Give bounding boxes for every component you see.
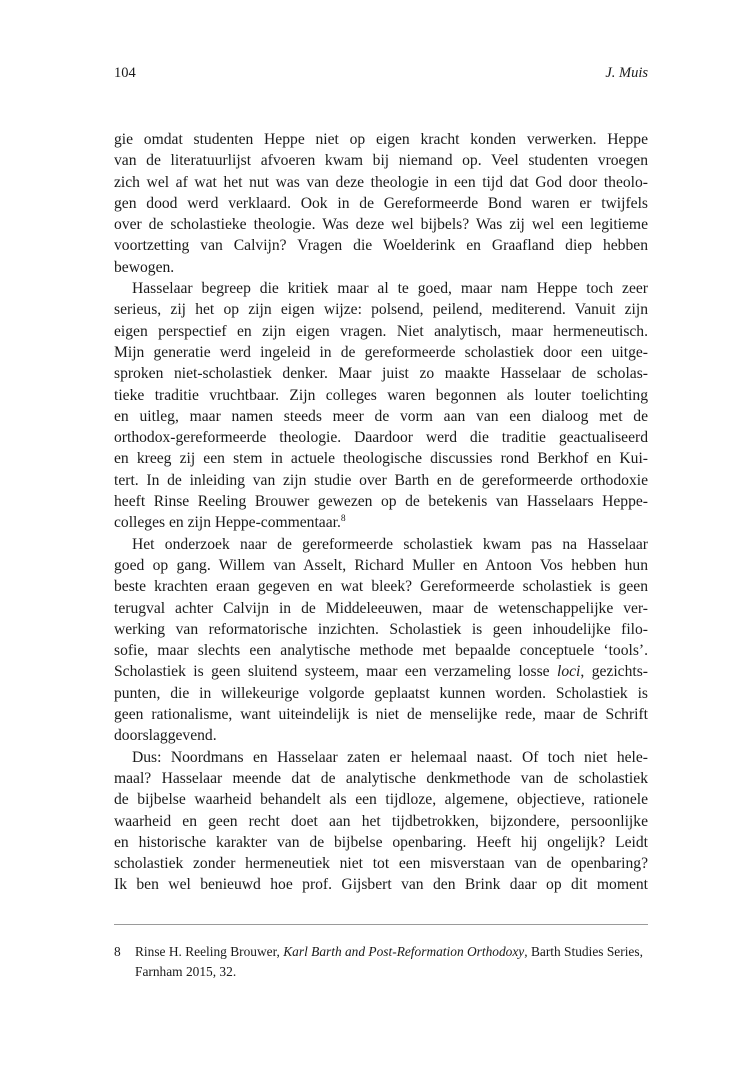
text-line: zich wel af wat het nut was van deze theologie in een tijd dat God door theolo- [114,173,648,191]
footnote-title: Karl Barth and Post-Reformation Orthodoxy [283,944,525,959]
text-line: gie omdat studenten Heppe niet op eigen kracht konden verwerken. Heppe [114,131,648,148]
text-line: Hasselaar begreep die kritiek maar al te goed, maar nam Heppe toch zeer [132,280,648,298]
paragraph-4 [114,747,648,896]
running-header-author: J. Muis [605,65,648,81]
text-segment: , gezichts- [580,663,648,681]
text-line: Mijn generatie werd ingeleid in de gereformeerde scholastiek door een uitge- [114,343,648,361]
text-line: en uitleg, maar namen steeds meer de vorm aan van een dialoog met de [114,407,648,425]
italic-term: loci [557,663,581,681]
text-line: beste krachten eraan gegeven en wat bleek? Gereformeerde scholastiek is geen [114,578,648,596]
paragraph-2 [114,278,648,534]
text-line: sofie, maar slechts een analytische methode met bepaalde conceptuele ‘tools’. [114,642,648,660]
body-text [114,129,648,896]
text-line-with-italic [114,661,648,682]
footnote-text [135,942,648,981]
text-line: werking van reformatorische inzichten. Scholastiek is geen inhoudelijke filo- [114,620,648,638]
text-line: scholastiek zonder hermeneutiek niet tot een misverstaan van de openbaring? [114,855,648,873]
text-line: voortzetting van Calvijn? Vragen die Woelderink en Graafland diep hebben [114,237,648,255]
text-line: heeft Rinse Reeling Brouwer gewezen op de betekenis van Hasselaars Heppe- [114,493,648,511]
footnote-author: Rinse H. Reeling Brouwer, [135,944,284,959]
text-segment: Scholastiek is geen sluitend systeem, maar een verzameling losse [114,663,557,681]
text-line: tieke traditie vruchtbaar. Zijn colleges waren begonnen als louter toelichting [114,386,648,404]
paragraph-1 [114,129,648,278]
text-line: tert. In de inleiding van zijn studie over Barth en de gereformeerde orthodoxie [114,471,648,489]
footnote-reference[interactable]: 8 [340,514,346,525]
text-line: over de scholastieke theologie. Was deze wel bijbels? Was zij wel een legitieme [114,216,648,234]
text-line: en historische karakter van de bijbelse openbaring. Heeft hij ongelijk? Leidt [114,833,648,851]
text-line: doorslaggevend. [114,727,217,745]
page-number: 104 [114,65,136,81]
text-line: eigen perspectief en zijn eigen vragen. Niet analytisch, maar hermeneutisch. [114,322,648,340]
text-line: Ik ben wel benieuwd hoe prof. Gijsbert van den Brink daar op dit moment [114,876,648,894]
text-line: gen dood werd verklaard. Ook in de Gereformeerde Bond waren er twijfels [114,194,648,212]
text-line: Dus: Noordmans en Hasselaar zaten er helemaal naast. Of toch niet hele- [132,748,648,766]
text-line: Het onderzoek naar de gereformeerde scholastiek kwam pas na Hasselaar [132,535,648,553]
text-line: serieus, zij het op zijn eigen wijze: polsend, peilend, mediterend. Vanuit zijn [114,301,648,319]
text-line: colleges en zijn Heppe-commentaar. [114,514,341,532]
text-line: maal? Hasselaar meende dat de analytische denkmethode van de scholastiek [114,769,648,787]
text-line-with-footnote [114,512,648,533]
text-line: de bijbelse waarheid behandelt als een tijdloze, algemene, objectieve, rationele [114,791,648,809]
text-line: van de literatuurlijst afvoeren kwam bij niemand op. Veel studenten vroegen [114,152,648,170]
footnote-series: , Barth Studies Series, [524,944,643,959]
text-line: goed op gang. Willem van Asselt, Richard Muller en Antoon Vos hebben hun [114,556,648,574]
paragraph-3 [114,534,648,747]
text-line: waarheid en geen recht doet aan het tijdbetrokken, bijzondere, persoonlijke [114,812,648,830]
text-line: en kreeg zij een stem in actuele theologische discussies rond Berkhof en Kui- [114,450,648,468]
footnote-publication: Farnham 2015, 32. [135,963,237,979]
footnote-number: 8 [114,944,121,959]
text-line: punten, die in willekeurige volgorde geplaatst kunnen worden. Scholastiek is [114,684,648,702]
text-line: terugval achter Calvijn in de Middeleeuwen, maar de wetenschappelijke ver- [114,599,648,617]
text-line: sproken niet-scholastiek denker. Maar juist zo maakte Hasselaar de scholas- [114,365,648,383]
text-line: bewogen. [114,258,175,276]
footnote-divider [114,924,648,925]
text-line: orthodox-gereformeerde theologie. Daardoor werd die traditie geactualiseerd [114,429,648,447]
text-line: geen rationalisme, want uiteindelijk is niet de menselijke rede, maar de Schrift [114,706,648,724]
